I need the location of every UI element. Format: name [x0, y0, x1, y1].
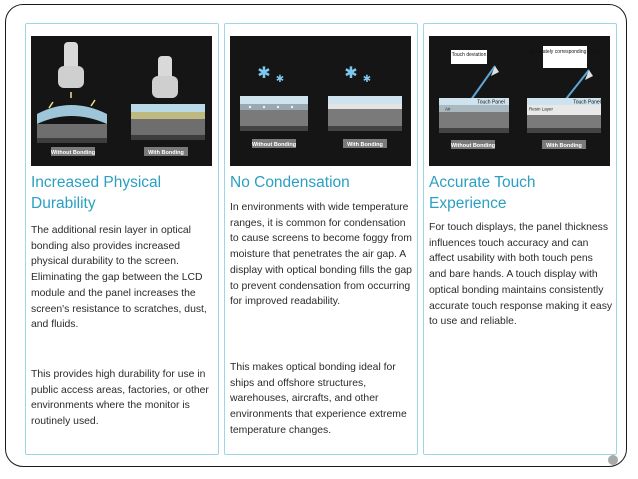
snowflake-icon: ✱ — [362, 74, 372, 85]
snowflake-icon: ✱ — [344, 63, 358, 82]
condensation-paragraph-2: This makes optical bonding ideal for ships and offshore structures, warehouses, aircrafts, and other environments that experience extreme temperature changes. — [230, 362, 407, 436]
feature-card-touch — [423, 23, 617, 455]
condensation-title: No Condensation — [230, 174, 350, 191]
durability-paragraph-1: The additional resin layer in optical bonding also provides increased physical durability to the screen. Eliminating the gap between the LCD module and the panel increases the screen's resistance to scratches, dust, and fluids. — [31, 225, 207, 331]
touch-title: Accurate Touch Experience — [429, 174, 536, 212]
with-bonding-label — [343, 139, 387, 148]
svg-text:Without Bonding: Without Bonding — [50, 149, 96, 156]
without-bonding-label — [51, 147, 95, 156]
touch-deviation-label: Touch deviation — [451, 52, 487, 58]
svg-text:With Bonding: With Bonding — [347, 141, 383, 148]
durability-paragraph-2: This provides high durability for use in public access areas, factories, or other environments where the monitor is routinely used. — [31, 369, 209, 428]
accurate-touch-label: Accurately corresponding touch — [529, 49, 601, 55]
touch-paragraph-1: For touch displays, the panel thickness influences touch accuracy and can affect usability with both touch pens and bare hands. A touch display with optical bonding maintains consistently accurate touch response making it easy to use and reliable. — [429, 222, 613, 328]
svg-text:With Bonding: With Bonding — [148, 149, 184, 156]
touch-panel-label: Touch Panel — [573, 99, 601, 106]
condensation-paragraph-1: In environments with wide temperature ranges, it is common for condensation to cause screens to become foggy from moisture that penetrates the air gap. A display with optical bonding fills the gap to prevent condensation from occurring for improved readability. — [230, 202, 412, 308]
touch-panel-label: Touch Panel — [477, 99, 505, 106]
with-bonding-label — [542, 140, 586, 149]
hand-pressing-icon — [152, 56, 178, 98]
hand-pressing-icon — [58, 42, 84, 88]
resin-layer-label: Resin Layer — [529, 106, 554, 112]
svg-text:Without Bonding: Without Bonding — [251, 141, 297, 148]
with-bonding-label — [144, 147, 188, 156]
air-gap-label: Air — [445, 106, 451, 112]
condensation-illustration — [230, 36, 411, 166]
svg-text:With Bonding: With Bonding — [546, 142, 582, 149]
durability-illustration — [31, 36, 212, 166]
snowflake-icon: ✱ — [275, 74, 285, 85]
svg-text:Without Bonding: Without Bonding — [450, 142, 496, 149]
slide-indicator-dot — [608, 455, 618, 465]
without-bonding-label — [451, 140, 495, 149]
snowflake-icon: ✱ — [257, 63, 271, 82]
feature-card-durability — [25, 23, 219, 455]
feature-card-condensation — [224, 23, 418, 455]
without-bonding-label — [252, 139, 296, 148]
durability-title: Increased Physical Durability — [31, 174, 162, 212]
touch-illustration — [429, 36, 610, 166]
